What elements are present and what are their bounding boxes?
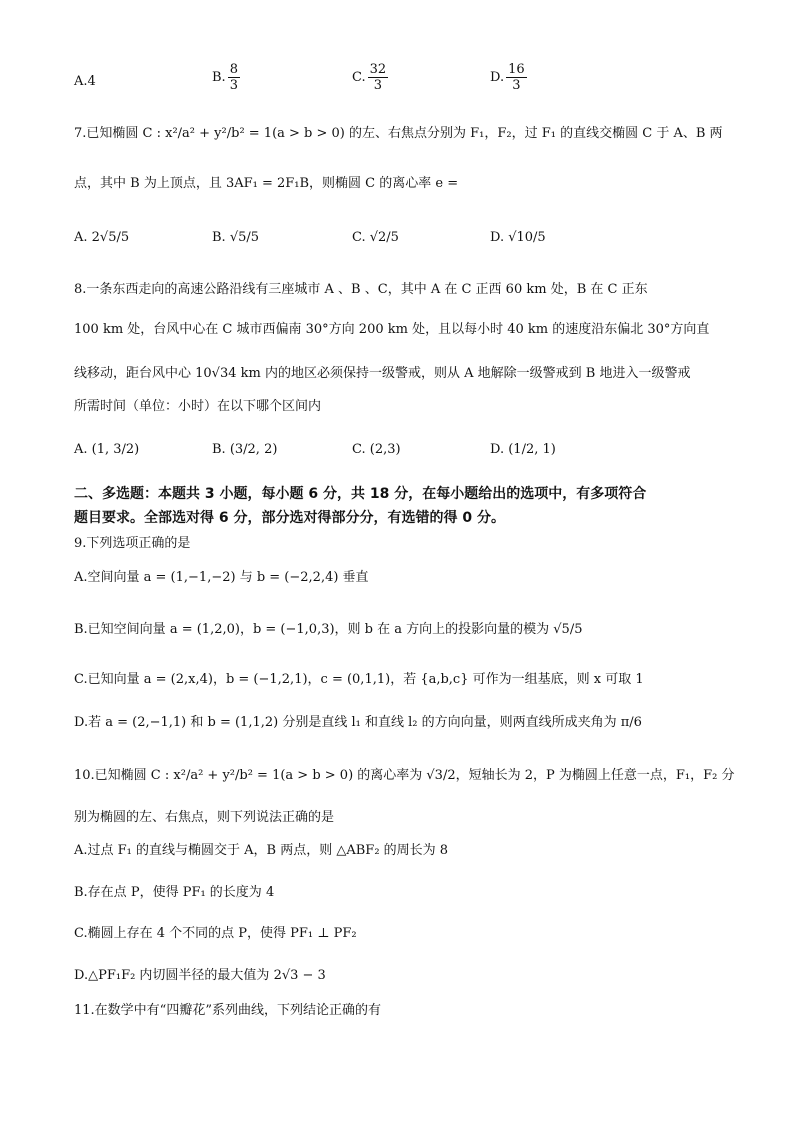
q7-option-c: C. √2/5 — [352, 230, 399, 245]
section-heading-line2: 题目要求。全部选对得 6 分，部分选对得部分分，有选错的得 0 分。 — [74, 510, 505, 526]
q9-stem: 9.下列选项正确的是 — [74, 536, 191, 551]
q7-option-a: A. 2√5/5 — [74, 230, 130, 245]
q10-line1: 10.已知椭圆 C : x²/a² + y²/b² = 1(a > b > 0) 的离心率为 √3/2，短轴长为 2，P 为椭圆上任意一点，F₁，F₂ 分 — [74, 768, 735, 783]
q9-option-c: C.已知向量 a = (2,x,4)，b = (−1,2,1)，c = (0,1,1)，若 {a,b,c} 可作为一组基底，则 x 可取 1 — [74, 672, 644, 687]
q9-option-b: B.已知空间向量 a = (1,2,0)，b = (−1,0,3)，则 b 在 a 方向上的投影向量的模为 √5/5 — [74, 622, 583, 637]
q8-option-b: B. (3/2, 2) — [212, 442, 278, 457]
q6-option-b: B. $\frac{8}{3}$ — [212, 62, 238, 93]
q10-option-a: A.过点 F₁ 的直线与椭圆交于 A，B 两点，则 △ABF₂ 的周长为 8 — [74, 843, 449, 858]
q10-line2: 别为椭圆的左、右焦点，则下列说法正确的是 — [74, 810, 335, 825]
q10-option-b: B.存在点 P，使得 PF₁ 的长度为 4 — [74, 885, 275, 900]
q10-option-c: C.椭圆上存在 4 个不同的点 P，使得 PF₁ ⊥ PF₂ — [74, 926, 357, 941]
q8-line2: 100 km 处，台风中心在 C 城市西偏南 30°方向 200 km 处，且以每小时 40 km 的速度沿东偏北 30°方向直 — [74, 322, 710, 337]
q8-option-d: D. (1/2, 1) — [490, 442, 556, 457]
q6-option-d: D. $\frac{16}{3}$ — [490, 62, 525, 93]
q11-stem: 11.在数学中有“四瓣花”系列曲线，下列结论正确的有 — [74, 1003, 381, 1018]
q8-line4: 所需时间（单位：小时）在以下哪个区间内 — [74, 399, 322, 414]
q9-option-a: A.空间向量 a = (1,−1,−2) 与 b = (−2,2,4) 垂直 — [74, 570, 369, 585]
section-heading-line1: 二、多选题：本题共 3 小题，每小题 6 分，共 18 分，在每小题给出的选项中，有多项符合 — [74, 486, 647, 502]
q8-option-c: C. (2,3) — [352, 442, 401, 457]
q8-option-a: A. (1, 3/2) — [74, 442, 140, 457]
q7-line2: 点，其中 B 为上顶点，且 3AF₁ = 2F₁B，则椭圆 C 的离心率 e = — [74, 176, 459, 191]
q10-option-d: D.△PF₁F₂ 内切圆半径的最大值为 2√3 − 3 — [74, 968, 326, 983]
q8-line3: 线移动，距台风中心 10√34 km 内的地区必须保持一级警戒，则从 A 地解除一级警戒到 B 地进入一级警戒 — [74, 366, 691, 381]
q6-option-c: C. $\frac{32}{3}$ — [352, 62, 387, 93]
q7-option-b: B. √5/5 — [212, 230, 260, 245]
q7-option-d: D. √10/5 — [490, 230, 546, 245]
q7-line1: 7.已知椭圆 C : x²/a² + y²/b² = 1(a > b > 0) 的左、右焦点分别为 F₁，F₂，过 F₁ 的直线交椭圆 C 于 A、B 两 — [74, 126, 723, 141]
q6-option-a: A.4 — [74, 74, 96, 89]
q8-line1: 8.一条东西走向的高速公路沿线有三座城市 A 、B 、C，其中 A 在 C 正西 60 km 处，B 在 C 正东 — [74, 282, 648, 297]
q9-option-d: D.若 a = (2,−1,1) 和 b = (1,1,2) 分别是直线 l₁ 和直线 l₂ 的方向向量，则两直线所成夹角为 π/6 — [74, 715, 642, 730]
